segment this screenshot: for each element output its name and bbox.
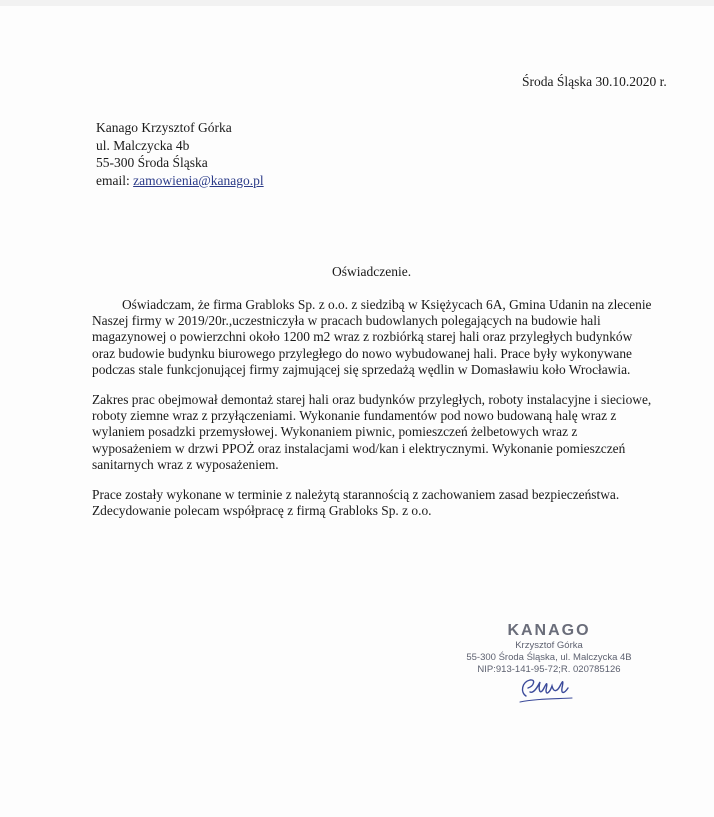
stamp-company-name: KANAGO — [507, 622, 591, 639]
paragraph-recommendation: Prace zostały wykonane w terminie z należytą starannością z zachowaniem zasad bezpieczeństwa. Zdecydowanie polecam współpracę z firmą Grabloks Sp. z o.o. — [92, 487, 620, 519]
sender-address — [96, 119, 264, 189]
stamp-tax-ids: NIP:913-141-95-72;R. 020785126 — [477, 664, 621, 675]
sender-name: Kanago Krzysztof Górka — [96, 120, 232, 135]
stamp-address: 55-300 Środa Śląska, ul. Malczycka 4B — [466, 652, 632, 663]
stamp-owner: Krzysztof Górka — [515, 640, 583, 651]
signature-icon — [516, 672, 576, 706]
company-stamp — [464, 622, 634, 676]
statement-body — [92, 297, 658, 533]
sender-email-line — [96, 172, 264, 190]
sender-street: ul. Malczycka 4b — [96, 137, 190, 153]
date-line: Środa Śląska 30.10.2020 r. — [522, 74, 667, 89]
paragraph-scope: Zakres prac obejmował demontaż starej hali oraz budynków przyległych, roboty instalacyjne i sieciowe, roboty ziemne wraz z przyłączeniami. Wykonanie fundamentów pod nowo budowaną halę wraz z wylaniem posadzki przemysłowej. Wykonaniem piwnic, pomieszczeń żelbetowych wraz z wyposażeniem w drzwi PPOŻ oraz instalacjami wod/kan i elektrycznymi. Wykonanie pomieszczeń sanitarnych wraz z wyposażeniem. — [92, 392, 652, 472]
sender-city: 55-300 Środa Śląska — [96, 155, 208, 170]
email-label: email: — [96, 172, 130, 188]
email-link[interactable]: zamowienia@kanago.pl — [133, 172, 264, 188]
document-title: Oświadczenie. — [332, 264, 412, 279]
scan-edge — [0, 0, 714, 6]
paragraph-statement: Oświadczam, że firma Grabloks Sp. z o.o. z siedzibą w Księżycach 6A, Gmina Udanin na zlecenie Naszej firmy w 2019/20r.,uczestniczyła w pracach budowlanych polegających na budowie hali magazynowej o powierzchni około 1200 m2 wraz z rozbiórką starej hali oraz przyległych budynków oraz budowie budynku biurowego przyległego do nowo wybudowanej hali. Prace były wykonywane podczas stale funkcjonującej firmy zajmującej się sprzedażą wędlin w Domasławiu koło Wrocławia. — [92, 297, 652, 377]
